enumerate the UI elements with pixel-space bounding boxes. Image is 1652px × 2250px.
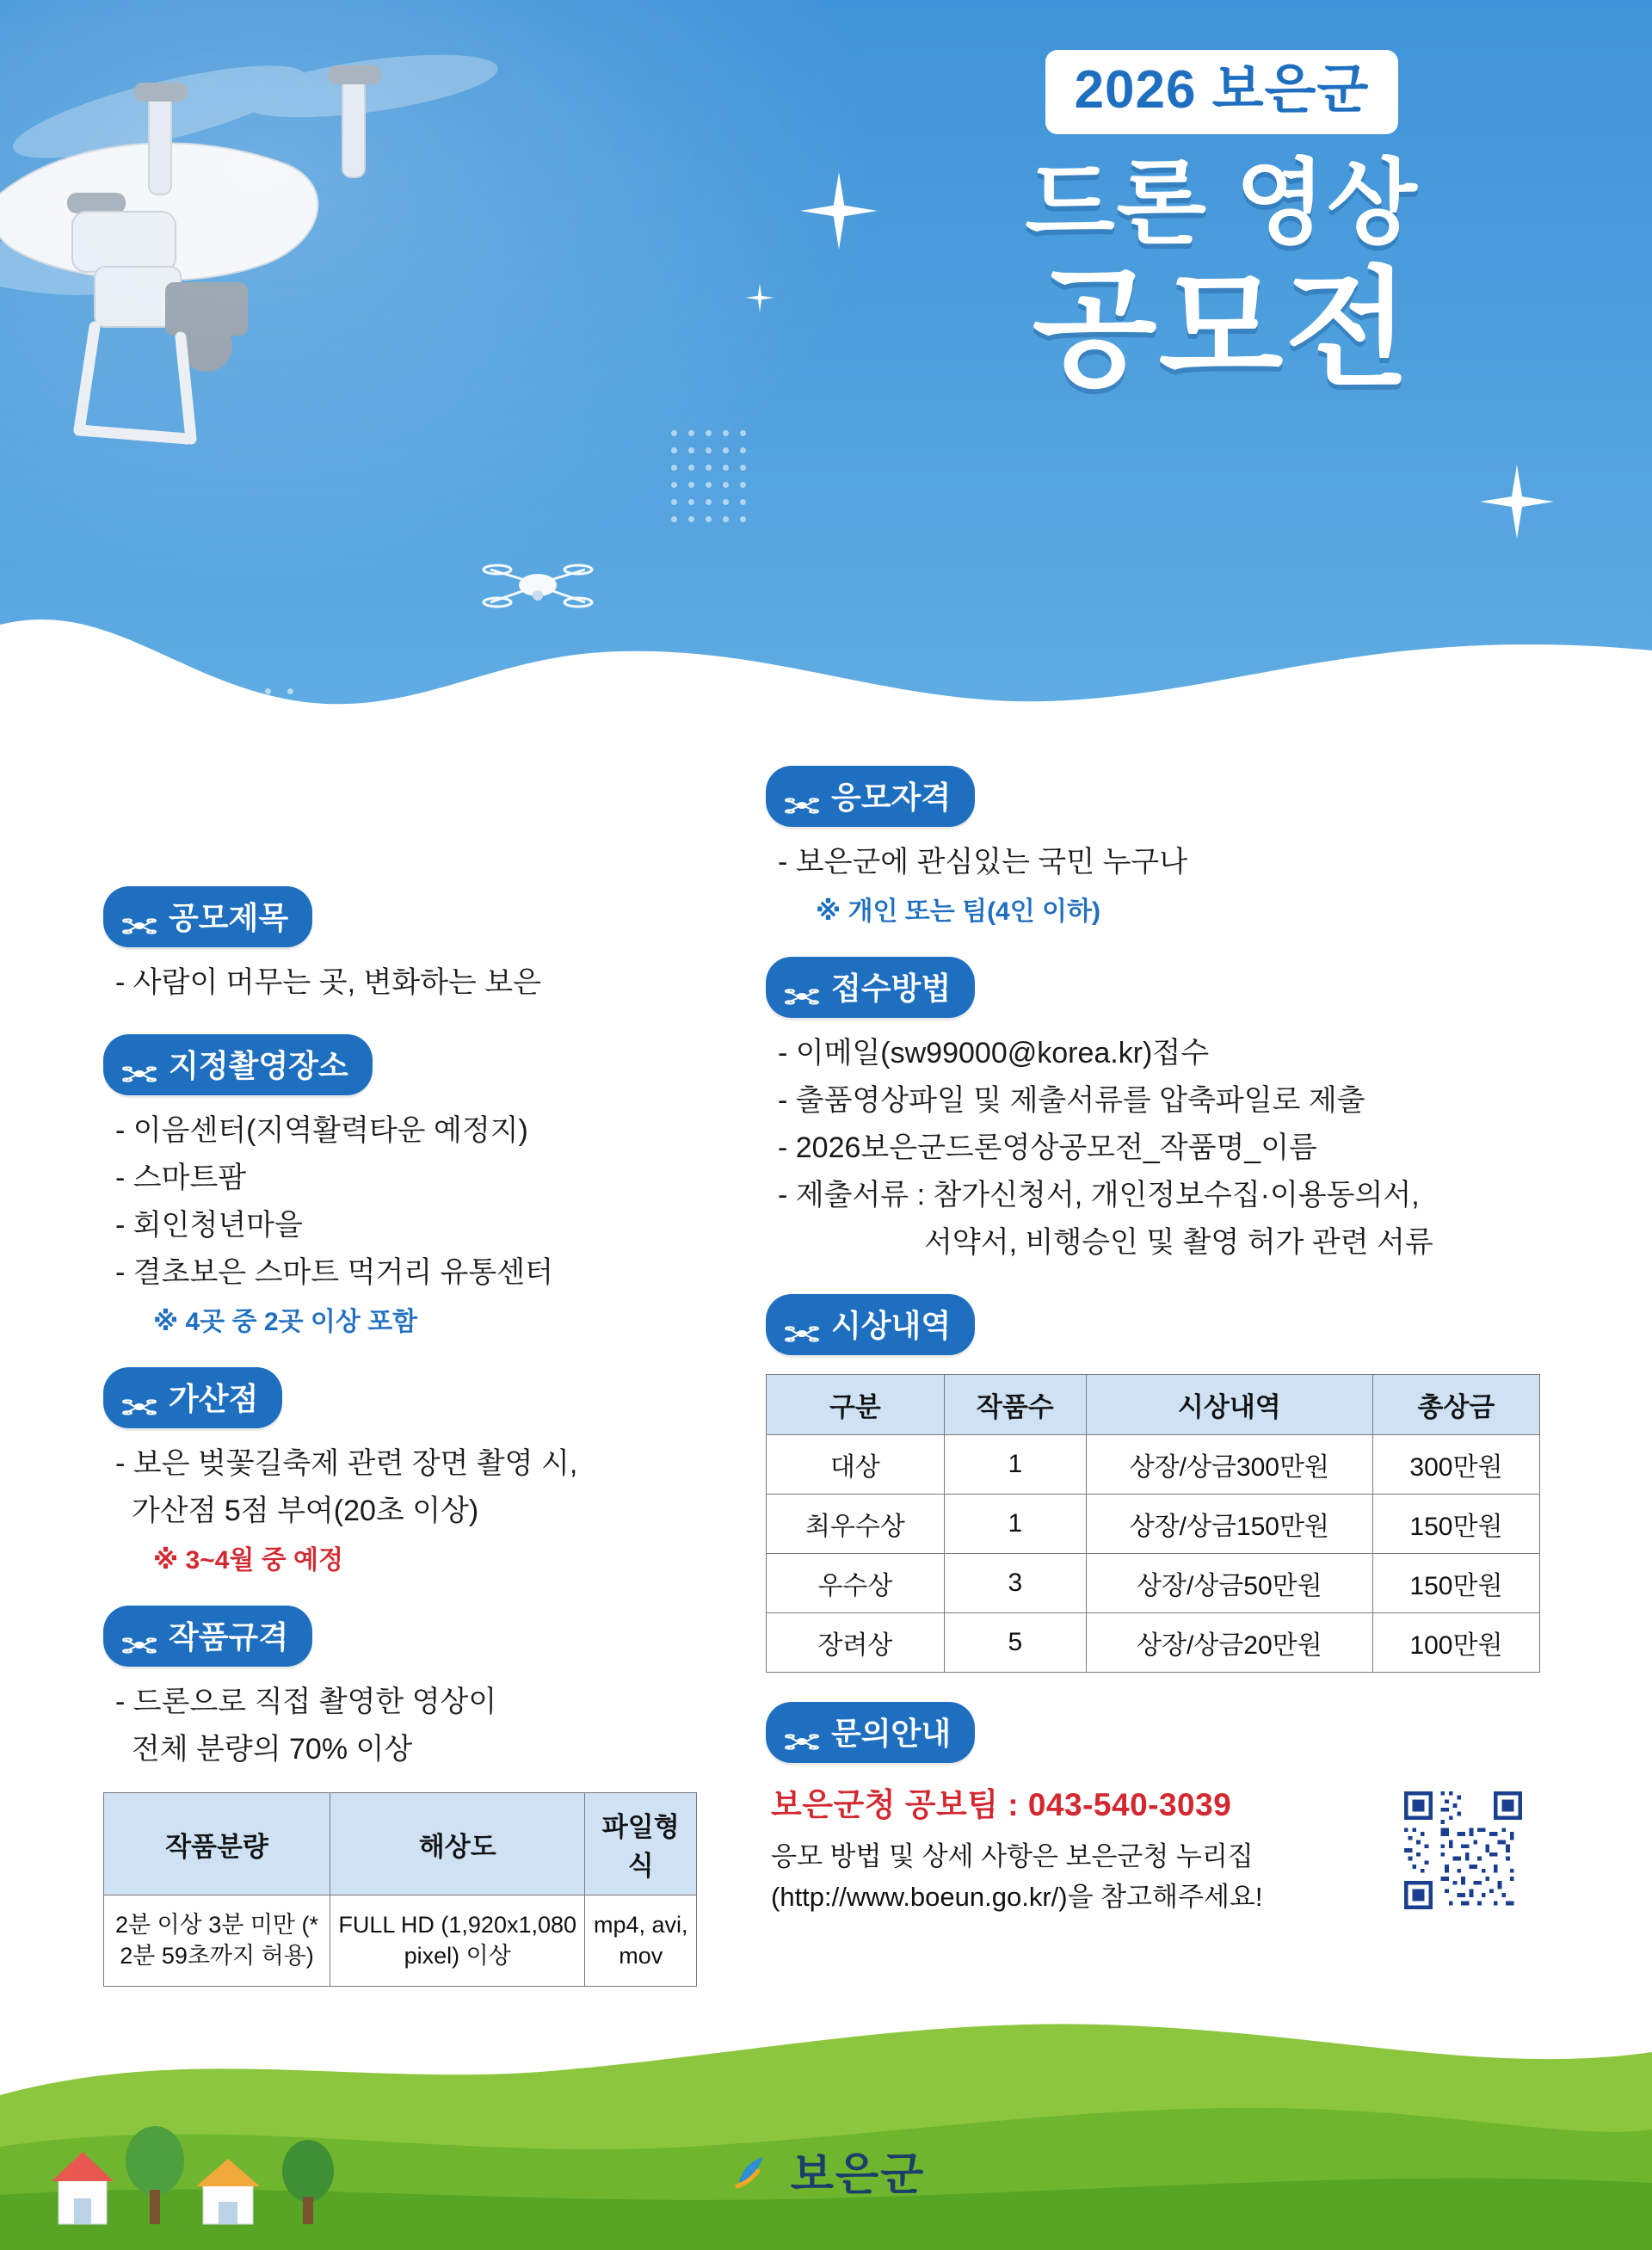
section-heading-label: 응모자격 xyxy=(831,780,952,815)
section-body xyxy=(103,1680,757,1772)
section-note: ※ 개인 또는 팀(4인 이하) xyxy=(816,897,1101,926)
drone-bullet-icon xyxy=(122,1388,157,1407)
drone-bullet-icon xyxy=(785,1315,819,1334)
section-heading-location xyxy=(103,1034,373,1095)
title-line-1: 드론 영상 xyxy=(1025,151,1419,255)
poster-title-block xyxy=(895,50,1549,402)
section-body xyxy=(766,1032,1549,1265)
section-heading-title xyxy=(103,886,312,947)
table-cell: FULL HD (1,920x1,080 pixel) 이상 xyxy=(330,1896,584,1987)
table-cell: 100만원 xyxy=(1372,1613,1539,1673)
table-row xyxy=(767,1613,1540,1673)
table-header-row xyxy=(104,1793,697,1896)
section-heading-label: 작품규격 xyxy=(169,1619,289,1655)
drone-bullet-icon xyxy=(785,786,819,805)
list-item: - 드론으로 직접 촬영한 영상이 xyxy=(115,1686,497,1718)
section-heading-bonus xyxy=(103,1367,282,1428)
contact-text-line-1: 응모 방법 및 상세 사항은 보은군청 누리집 xyxy=(771,1841,1254,1871)
column-header: 작품분량 xyxy=(104,1793,330,1896)
section-heading-spec xyxy=(103,1606,312,1667)
drone-illustration-large xyxy=(0,9,568,456)
list-item: - 보은 벚꽃길축제 관련 장면 촬영 시, xyxy=(115,1447,578,1480)
table-cell: 1 xyxy=(944,1435,1086,1495)
drone-bullet-icon xyxy=(122,907,157,926)
list-item: - 제출서류 : 참가신청서, 개인정보수집·이용동의서, xyxy=(778,1179,1420,1211)
table-cell: 장려상 xyxy=(767,1613,945,1673)
table-cell: 상장/상금20만원 xyxy=(1086,1613,1372,1673)
list-item: - 결초보은 스마트 먹거리 유통센터 xyxy=(115,1256,553,1289)
drone-bullet-icon xyxy=(122,1055,157,1074)
spec-table xyxy=(103,1792,697,1987)
drone-bullet-icon xyxy=(785,977,819,996)
sparkle-icon xyxy=(800,172,878,250)
drone-illustration-small xyxy=(482,551,594,620)
table-cell: 150만원 xyxy=(1372,1495,1539,1554)
drone-bullet-icon xyxy=(785,1723,819,1741)
column-header: 작품수 xyxy=(944,1375,1086,1435)
section-body xyxy=(103,1442,757,1576)
table-header-row xyxy=(767,1375,1540,1435)
hero-banner xyxy=(0,0,1652,774)
year-badge: 2026 보은군 xyxy=(1045,50,1399,134)
section-body xyxy=(103,961,757,1005)
section-contact xyxy=(766,1702,1549,1917)
table-cell: 상장/상금50만원 xyxy=(1086,1554,1372,1613)
section-note: ※ 4곳 중 2곳 이상 포함 xyxy=(153,1308,418,1336)
table-cell: 상장/상금150만원 xyxy=(1086,1495,1372,1554)
list-item: - 이음센터(지역활력타운 예정지) xyxy=(115,1114,528,1147)
column-header: 시상내역 xyxy=(1086,1375,1372,1435)
table-cell: 150만원 xyxy=(1372,1554,1539,1613)
section-awards xyxy=(766,1294,1549,1673)
table-cell: 최우수상 xyxy=(767,1495,945,1554)
section-heading-apply xyxy=(766,957,975,1018)
table-cell: 3 xyxy=(944,1554,1086,1613)
section-body xyxy=(103,1109,757,1338)
list-item: - 이메일(sw99000@korea.kr)접수 xyxy=(778,1037,1210,1070)
section-heading-label: 시상내역 xyxy=(831,1308,952,1343)
column-header: 총상금 xyxy=(1372,1375,1539,1435)
drone-bullet-icon xyxy=(122,1626,157,1645)
section-eligibility xyxy=(766,766,1549,928)
section-body xyxy=(766,841,1549,928)
list-item: - 2026보은군드론영상공모전_작품명_이름 xyxy=(778,1131,1317,1164)
table-cell: 1 xyxy=(944,1495,1086,1554)
boeun-logo-icon xyxy=(727,2147,775,2195)
section-heading-label: 지정촬영장소 xyxy=(169,1048,348,1083)
section-heading-label: 가산점 xyxy=(169,1381,259,1416)
sparkle-small-icon xyxy=(742,280,778,316)
table-cell: 2분 이상 3분 미만 (* 2분 59초까지 허용) xyxy=(104,1896,330,1987)
section-heading-label: 문의안내 xyxy=(831,1716,952,1751)
table-row xyxy=(767,1495,1540,1554)
section-heading-eligibility xyxy=(766,766,975,827)
column-header: 구분 xyxy=(767,1375,945,1435)
section-heading-label: 공모제목 xyxy=(169,900,289,935)
table-cell: mp4, avi, mov xyxy=(585,1896,697,1987)
awards-table xyxy=(766,1374,1540,1673)
list-item: - 보은군에 관심있는 국민 누구나 xyxy=(778,846,1188,878)
qr-code[interactable] xyxy=(1400,1787,1533,1920)
footer-logo-label: 보은군 xyxy=(790,2150,926,2200)
section-apply xyxy=(766,957,1549,1265)
table-cell: 300만원 xyxy=(1372,1435,1539,1495)
footer-logo xyxy=(0,2138,1652,2203)
contact-block xyxy=(766,1778,1549,1917)
title-line-2: 공모전 xyxy=(1032,256,1412,402)
left-column xyxy=(103,886,757,2016)
column-header: 해상도 xyxy=(330,1793,584,1896)
section-title xyxy=(103,886,757,1005)
list-item: - 스마트팜 xyxy=(115,1162,247,1194)
table-row xyxy=(104,1896,697,1987)
section-bonus xyxy=(103,1367,757,1576)
section-note: ※ 3~4월 중 예정 xyxy=(153,1546,343,1575)
list-item: 가산점 5점 부여(20초 이상) xyxy=(115,1495,479,1527)
section-heading-label: 접수방법 xyxy=(831,971,952,1006)
table-cell: 5 xyxy=(944,1613,1086,1673)
footer xyxy=(0,1992,1652,2250)
contact-phone: 보은군청 공보팀 : 043-540-3039 xyxy=(771,1787,1232,1822)
list-item: - 출품영상파일 및 제출서류를 압축파일로 제출 xyxy=(778,1084,1365,1117)
section-heading-awards xyxy=(766,1294,975,1355)
contact-text-line-2: (http://www.boeun.go.kr/)을 참고해주세요! xyxy=(771,1881,1263,1912)
list-item: 서약서, 비행승인 및 촬영 허가 관련 서류 xyxy=(778,1226,1433,1259)
table-cell: 우수상 xyxy=(767,1554,945,1613)
list-item: - 사람이 머무는 곳, 변화하는 보은 xyxy=(115,966,541,999)
wave-divider xyxy=(0,496,1652,774)
table-cell: 대상 xyxy=(767,1435,945,1495)
list-item: - 회인청년마을 xyxy=(115,1209,303,1242)
list-item: 전체 분량의 70% 이상 xyxy=(115,1733,413,1766)
column-header: 파일형식 xyxy=(585,1793,697,1896)
table-row xyxy=(767,1554,1540,1613)
section-spec xyxy=(103,1606,757,1987)
section-location xyxy=(103,1034,757,1338)
right-column xyxy=(766,766,1549,1946)
table-cell: 상장/상금300만원 xyxy=(1086,1435,1372,1495)
section-heading-contact xyxy=(766,1702,975,1763)
table-row xyxy=(767,1435,1540,1495)
